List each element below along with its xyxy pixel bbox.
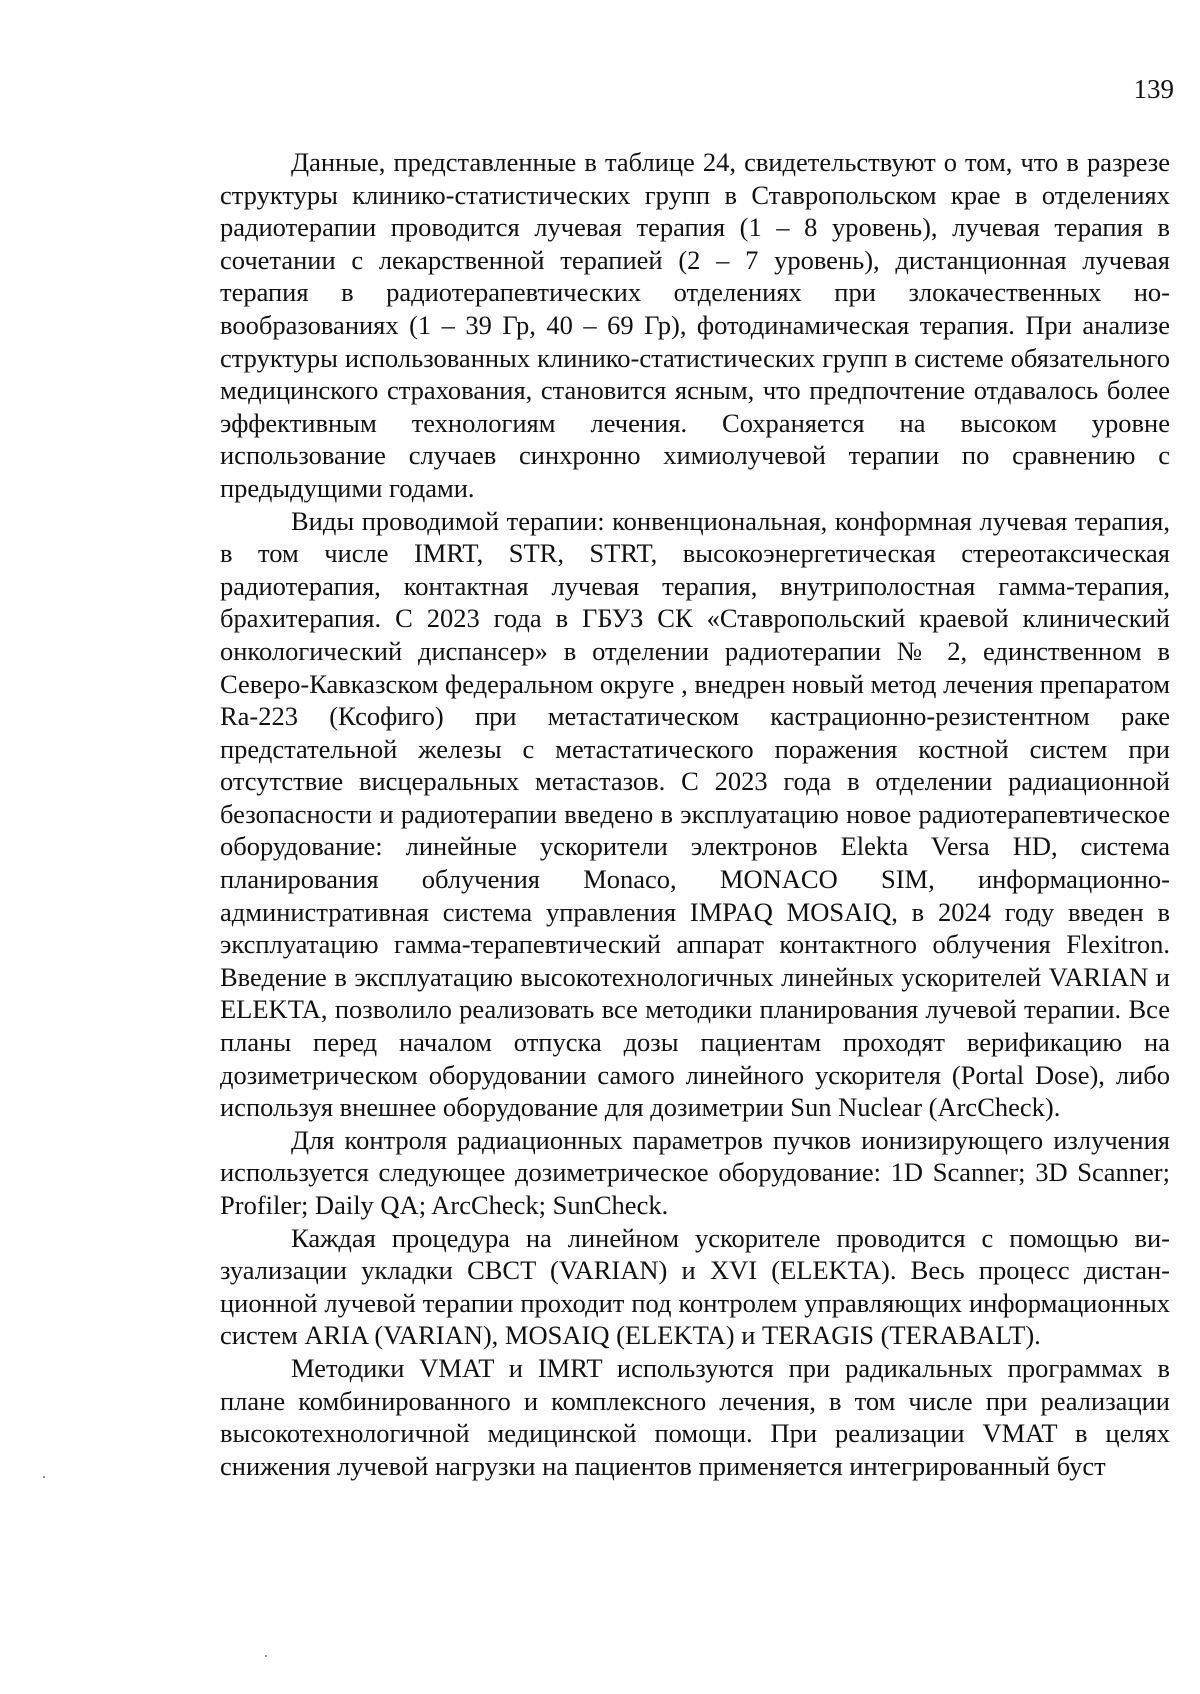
scan-speck	[265, 1655, 267, 1657]
body-text	[220, 146, 1170, 1482]
page-number: 139	[1133, 74, 1174, 104]
paragraph-results: Данные, представленные в таблице 24, свидетельствуют о том, что в разрезе структуры клинико-статистических групп в Ставропольском крае в отделениях радиотерапии проводится лучевая терапия (1 – 8 уровень), лучевая терапия в сочетании с лекарственной терапией (2 – 7 уровень), дистанционная лучевая терапия в радиотерапевтических отделениях при злокачественных новообразованиях (1 – 39 Гр, 40 – 69 Гр), фотодинамическая терапия. При анализе структуры использованных клинико-статистических групп в системе обязательного медицинского страхования, становится ясным, что предпочтение отдавалось более эффективным технологиям лечения. Сохраняется на высоком уровне использование случаев синхронно химиолучевой терапии по сравнению с предыдущими годами.	[220, 147, 1170, 503]
scan-speck	[43, 1476, 45, 1478]
paragraph-vmat-imrt: Методики VMAT и IMRT используются при радикальных программах в плане комбинированного и комплексного лечения, в том числе при реализации высокотехнологичной медицинской помощи. При реализации VMAT в целях снижения лучевой нагрузки на пациентов применяется интегрированный буст	[220, 1352, 1170, 1481]
paragraph-visualization: Каждая процедура на линейном ускорителе проводится с помощью визуализации укладки CBCT (VARIAN) и XVI (ELEKTA). Весь процесс дистанционной лучевой терапии проходит под контролем управляющих информационных систем ARIA (VARIAN), MOSAIQ (ELEKTA) и TERAGIS (TERABALT).	[220, 1222, 1170, 1351]
paragraph-dosimetry-equipment: Для контроля радиационных параметров пучков ионизирующего излучения используется следующее дозиметрическое оборудование: 1D Scanner; 3D Scanner; Profiler; Daily QA; ArcCheck; SunCheck.	[220, 1124, 1170, 1220]
paragraph-therapy-types: Виды проводимой терапии: конвенциональная, конформная лучевая терапия, в том числе IMRT, STR, STRT, высокоэнергетическая стереотаксическая радиотерапия, контактная лучевая терапия, внутриполостная гамма-терапия, брахитерапия. С 2023 года в ГБУЗ СК «Ставропольский краевой клинический онкологический диспансер» в отделении радиотерапии № 2, единственном в Северо-Кавказском федеральном округе , внедрен новый метод лечения препаратом Ra-223 (Ксофиго) при метастатическом кастрационно-резистентном раке предстательной железы с метастатического поражения костной систем при отсутствие висцеральных метастазов. С 2023 года в отделении радиационной безопасности и радиотерапии введено в эксплуатацию новое радиотерапевтическое оборудование: линейные ускорители электронов Elekta Versa HD, система планирования облучения Monaco, MONACO SIM, информационно-административная система управления IMPAQ MOSAIQ, в 2024 году введен в эксплуатацию гамма-терапевтический аппарат контактного облучения Flexitron. Введение в эксплуатацию высокотехнологичных линейных ускорителей VARIAN и ELEKTA, позволило реализовать все методики планирования лучевой терапии. Все планы перед началом отпуска дозы пациентам проходят верификацию на дозиметрическом оборудовании самого линейного ускорителя (Portal Dose), либо используя внешнее оборудование для дозиметрии Sun Nuclear (ArcCheck).	[220, 505, 1170, 1123]
